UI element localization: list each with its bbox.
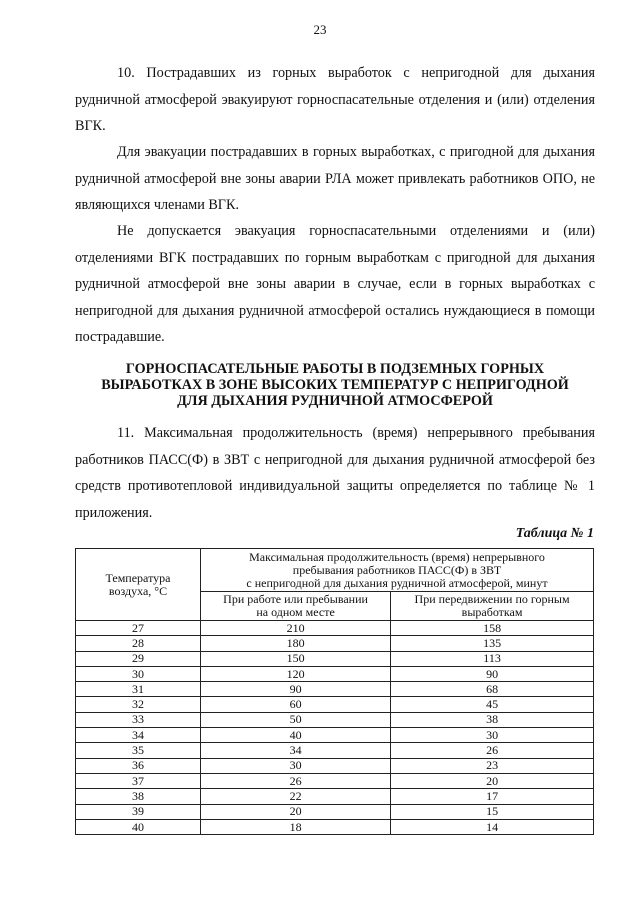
cell-stationary: 180 [201, 636, 391, 651]
header-stationary-line-1: При работе или пребывании [223, 592, 368, 606]
cell-moving: 26 [391, 743, 594, 758]
cell-temperature: 30 [76, 666, 201, 681]
paragraph-10-evacuation: 10. Пострадавших из горных выработок с непригодной для дыхания рудничной атмосферой эвакуируют горноспасательные отделения и (или) отделения ВГК. [75, 65, 595, 134]
cell-moving: 30 [391, 728, 594, 743]
cell-temperature: 35 [76, 743, 201, 758]
cell-temperature: 31 [76, 682, 201, 697]
paragraph-evacuation-rla: Для эвакуации пострадавших в горных выработках, с пригодной для дыхания рудничной атмосферой вне зоны аварии РЛА может привлекать работников ОПО, не являющихся членами ВГК. [75, 144, 595, 213]
cell-temperature: 27 [76, 621, 201, 636]
cell-temperature: 33 [76, 712, 201, 727]
header-moving [391, 592, 594, 621]
table-row [76, 651, 594, 666]
cell-stationary: 60 [201, 697, 391, 712]
cell-moving: 113 [391, 651, 594, 666]
cell-stationary: 150 [201, 651, 391, 666]
header-stationary-line-2: на одном месте [256, 605, 335, 619]
cell-stationary: 30 [201, 758, 391, 773]
table-row [76, 789, 594, 804]
paragraph-11-max-duration: 11. Максимальная продолжительность (время) непрерывного пребывания работников ПАСС(Ф) в ЗВТ с непригодной для дыхания рудничной атмосферой без средств противотепловой индивидуальной защиты определяется по таблице № 1 приложения. [75, 425, 595, 521]
table-header-row [76, 549, 594, 592]
table-row [76, 804, 594, 819]
table-row [76, 682, 594, 697]
cell-moving: 45 [391, 697, 594, 712]
cell-stationary: 20 [201, 804, 391, 819]
cell-stationary: 50 [201, 712, 391, 727]
table-row [76, 621, 594, 636]
table-caption: Таблица № 1 [515, 526, 594, 541]
header-group-line-2: пребывания работников ПАСС(Ф) в ЗВТ [292, 563, 502, 577]
header-temperature-line-1: Температура [105, 570, 171, 585]
table-row [76, 636, 594, 651]
cell-stationary: 26 [201, 773, 391, 788]
header-stationary [201, 592, 391, 621]
cell-moving: 90 [391, 666, 594, 681]
heading-line-2: ВЫРАБОТКАХ В ЗОНЕ ВЫСОКИХ ТЕМПЕРАТУР С НЕПРИГОДНОЙ [101, 377, 569, 393]
cell-stationary: 18 [201, 819, 391, 834]
cell-temperature: 37 [76, 773, 201, 788]
cell-moving: 14 [391, 819, 594, 834]
cell-stationary: 34 [201, 743, 391, 758]
cell-moving: 135 [391, 636, 594, 651]
cell-moving: 68 [391, 682, 594, 697]
table-row [76, 666, 594, 681]
table-row [76, 728, 594, 743]
cell-temperature: 34 [76, 728, 201, 743]
cell-temperature: 39 [76, 804, 201, 819]
table-row [76, 773, 594, 788]
cell-stationary: 22 [201, 789, 391, 804]
cell-moving: 15 [391, 804, 594, 819]
cell-temperature: 38 [76, 789, 201, 804]
heading-line-3: ДЛЯ ДЫХАНИЯ РУДНИЧНОЙ АТМОСФЕРОЙ [177, 393, 493, 409]
table-row [76, 758, 594, 773]
cell-stationary: 210 [201, 621, 391, 636]
paragraph-evacuation-prohibited: Не допускается эвакуация горноспасательными отделениями и (или) отделениями ВГК пострадавших по горным выработкам с пригодной для дыхания рудничной атмосферой вне зоны аварии в случае, если в горных выработках с непригодной для дыхания рудничной атмосферой остались нуждающиеся в помощи пострадавшие. [75, 223, 595, 345]
header-group-line-1: Максимальная продолжительность (время) непрерывного [249, 550, 545, 564]
cell-moving: 38 [391, 712, 594, 727]
cell-temperature: 28 [76, 636, 201, 651]
cell-temperature: 36 [76, 758, 201, 773]
table-row [76, 819, 594, 834]
cell-moving: 17 [391, 789, 594, 804]
header-temperature [76, 549, 201, 621]
cell-temperature: 29 [76, 651, 201, 666]
header-moving-line-2: выработкам [461, 605, 523, 619]
cell-moving: 23 [391, 758, 594, 773]
cell-stationary: 120 [201, 666, 391, 681]
table-row [76, 697, 594, 712]
cell-temperature: 32 [76, 697, 201, 712]
heading-line-1: ГОРНОСПАСАТЕЛЬНЫЕ РАБОТЫ В ПОДЗЕМНЫХ ГОРНЫХ [125, 361, 545, 377]
cell-moving: 158 [391, 621, 594, 636]
table-row [76, 743, 594, 758]
header-group-line-3: с непригодной для дыхания рудничной атмосферой, минут [246, 576, 548, 590]
cell-stationary: 90 [201, 682, 391, 697]
table-row [76, 712, 594, 727]
header-temperature-line-2: воздуха, °С [108, 583, 168, 598]
cell-stationary: 40 [201, 728, 391, 743]
header-moving-line-1: При передвижении по горным [414, 592, 570, 606]
section-heading [75, 361, 595, 409]
cell-moving: 20 [391, 773, 594, 788]
header-max-duration [201, 549, 594, 592]
temperature-duration-table [75, 548, 594, 835]
page-number: 23 [313, 22, 327, 37]
cell-temperature: 40 [76, 819, 201, 834]
